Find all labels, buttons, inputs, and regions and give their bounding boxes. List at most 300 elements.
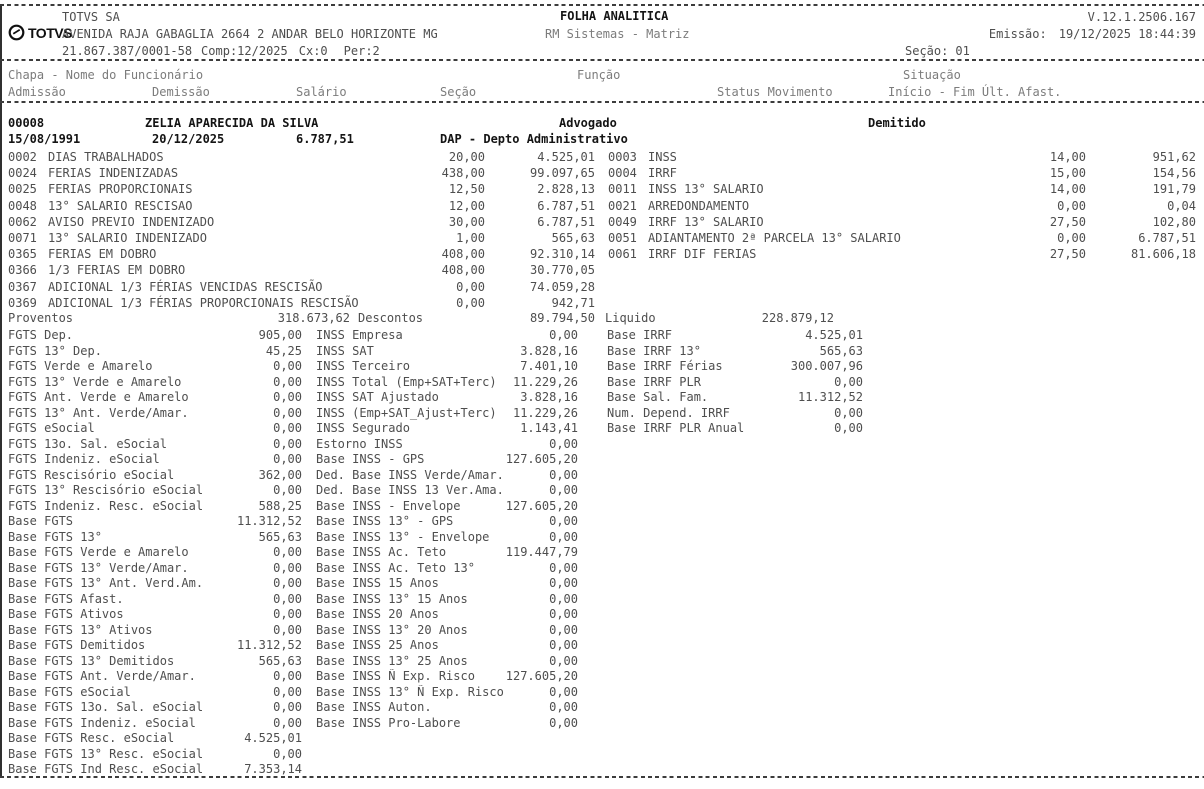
event-value: 81.606,18: [1130, 247, 1196, 262]
event-quantity: 408,00: [441, 247, 485, 262]
inss-value: 0,00: [549, 700, 578, 714]
fgts-label: FGTS Verde e Amarelo: [8, 359, 153, 373]
company-name: TOTVS SA: [62, 10, 120, 24]
inss-row: [316, 685, 578, 701]
event-value: 92.310,14: [529, 247, 595, 262]
inss-row: [316, 561, 578, 577]
inss-label: Base INSS 13° 25 Anos: [316, 653, 468, 668]
event-description: ADICIONAL 1/3 FÉRIAS VENCIDAS RESCISÃO: [48, 279, 323, 294]
inss-row: [316, 499, 578, 515]
fgts-row: [8, 468, 302, 484]
inss-value: 0,00: [549, 529, 578, 544]
descontos-label: Descontos: [358, 311, 424, 325]
fgts-value: 0,00: [273, 405, 302, 420]
fgts-label: Base FGTS Ativos: [8, 607, 124, 621]
event-value: 4.525,01: [537, 150, 595, 164]
inss-row: [316, 607, 578, 623]
event-code: 0365: [8, 247, 37, 262]
report-subtitle: RM Sistemas - Matriz: [545, 27, 690, 41]
company-address: AVENIDA RAJA GABAGLIA 2664 2 ANDAR BELO HORIZONTE MG: [62, 27, 438, 41]
employee-admissao: 15/08/1991: [8, 132, 81, 146]
fgts-label: Base FGTS Ant. Verde/Amar.: [8, 669, 196, 683]
event-code: 0025: [8, 182, 37, 197]
event-code: 0062: [8, 214, 37, 229]
fgts-label: FGTS 13° Verde e Amarelo: [8, 374, 182, 389]
inss-value: 0,00: [549, 436, 578, 451]
fgts-column: [8, 328, 302, 778]
event-quantity: 0,00: [456, 279, 485, 294]
totvs-logo-text: TOTVS: [28, 24, 72, 41]
event-code: 0002: [8, 150, 37, 164]
event-description: ADICIONAL 1/3 FÉRIAS PROPORCIONAIS RESCISÃO: [48, 295, 359, 310]
inss-label: Base INSS Ñ Exp. Risco: [316, 669, 475, 683]
inss-value: 0,00: [549, 560, 578, 575]
fgts-value: 7.353,14: [244, 762, 302, 776]
inss-value: 127.605,20: [505, 669, 578, 683]
event-value: 6.787,51: [1138, 230, 1196, 245]
event-row: [608, 165, 1196, 181]
inss-value: 7.401,10: [520, 359, 578, 373]
col-header-situacao: Situação: [903, 68, 961, 82]
inss-label: INSS (Emp+SAT_Ajust+Terc): [316, 405, 497, 420]
col-header-salario: Salário: [296, 85, 347, 99]
inss-row: [316, 623, 578, 639]
col-header-funcao: Função: [577, 68, 621, 82]
event-value: 942,71: [551, 295, 595, 310]
event-code: 0051: [608, 230, 637, 245]
event-quantity: 30,00: [448, 214, 485, 229]
irrf-value: 0,00: [834, 405, 863, 420]
event-row: [8, 165, 595, 181]
inss-value: 0,00: [549, 328, 578, 342]
event-row: [608, 181, 1196, 197]
irrf-label: Base IRRF: [607, 328, 673, 342]
event-row: [608, 149, 1196, 165]
fgts-label: Base FGTS 13o. Sal. eSocial: [8, 700, 204, 714]
event-value: 191,79: [1152, 182, 1196, 197]
fgts-row: [8, 359, 302, 375]
event-code: 0049: [608, 214, 637, 229]
fgts-label: Base FGTS 13° Ant. Verd.Am.: [8, 576, 204, 590]
section-value: 01: [955, 44, 970, 58]
employee-secao: DAP - Depto Administrativo: [440, 132, 628, 146]
fgts-value: 11.312,52: [236, 514, 302, 528]
event-code: 0048: [8, 198, 37, 213]
event-code: 0021: [608, 198, 637, 213]
col-header-demissao: Demissão: [152, 85, 210, 99]
fgts-label: Base FGTS 13° Verde/Amar.: [8, 560, 189, 575]
inss-row: [316, 514, 578, 530]
irrf-label: Base IRRF PLR Anual: [607, 421, 745, 435]
col-header-status-movimento: Status Movimento: [717, 85, 833, 99]
totvs-logo-icon: [8, 24, 25, 41]
fgts-row: [8, 669, 302, 685]
fgts-label: FGTS 13° Ant. Verde/Amar.: [8, 405, 189, 420]
event-row: [8, 214, 595, 230]
irrf-row: [607, 421, 863, 437]
fgts-label: Base FGTS Verde e Amarelo: [8, 545, 189, 559]
irrf-value: 565,63: [819, 343, 863, 358]
fgts-value: 0,00: [273, 560, 302, 575]
inss-row: [316, 483, 578, 499]
event-code: 0004: [608, 166, 637, 181]
event-description: AVISO PREVIO INDENIZADO: [48, 214, 215, 229]
event-value: 6.787,51: [537, 198, 595, 213]
event-quantity: 27,50: [1049, 214, 1086, 229]
period-value: Per:2: [343, 44, 380, 58]
fgts-row: [8, 483, 302, 499]
irrf-label: Base Sal. Fam.: [607, 390, 709, 404]
fgts-value: 0,00: [273, 359, 302, 373]
inss-label: Base INSS 13° 20 Anos: [316, 622, 468, 637]
fgts-row: [8, 328, 302, 344]
event-description: IRRF DIF FERIAS: [648, 247, 757, 262]
fgts-label: Base FGTS Resc. eSocial: [8, 731, 175, 745]
irrf-label: Base IRRF 13°: [607, 343, 701, 358]
inss-row: [316, 592, 578, 608]
inss-label: INSS Empresa: [316, 328, 403, 342]
fgts-label: FGTS 13° Rescisório eSocial: [8, 483, 204, 497]
fgts-row: [8, 437, 302, 453]
events-table-right: [608, 149, 1196, 262]
inss-value: 0,00: [549, 467, 578, 482]
inss-label: Base INSS Pro-Labore: [316, 715, 461, 730]
event-value: 30.770,05: [529, 263, 595, 278]
event-row: [608, 230, 1196, 246]
inss-value: 0,00: [549, 715, 578, 730]
inss-value: 0,00: [549, 607, 578, 621]
emission-line: [989, 27, 1196, 41]
inss-label: Base INSS - GPS: [316, 452, 425, 466]
event-description: FERIAS PROPORCIONAIS: [48, 182, 193, 197]
fgts-row: [8, 638, 302, 654]
event-row: [8, 279, 595, 295]
event-value: 6.787,51: [537, 214, 595, 229]
irrf-label: Base IRRF PLR: [607, 374, 701, 389]
employee-chapa: 00008: [8, 116, 45, 130]
event-row: [608, 198, 1196, 214]
fgts-row: [8, 592, 302, 608]
inss-value: 11.229,26: [512, 374, 578, 389]
descontos-value: 89.794,50: [529, 311, 595, 325]
fgts-row: [8, 623, 302, 639]
fgts-value: 0,00: [273, 483, 302, 497]
fgts-row: [8, 452, 302, 468]
fgts-label: Base FGTS 13°: [8, 529, 102, 544]
inss-label: Base INSS 20 Anos: [316, 607, 439, 621]
event-description: 13° SALARIO RESCISAO: [48, 198, 193, 213]
fgts-value: 0,00: [273, 436, 302, 451]
fgts-row: [8, 344, 302, 360]
inss-row: [316, 375, 578, 391]
event-code: 0003: [608, 150, 637, 164]
fgts-value: 0,00: [273, 545, 302, 559]
inss-row: [316, 638, 578, 654]
event-value: 99.097,65: [529, 166, 595, 181]
event-quantity: 0,00: [1057, 230, 1086, 245]
irrf-label: Num. Depend. IRRF: [607, 405, 730, 420]
fgts-row: [8, 731, 302, 747]
irrf-column: [607, 328, 863, 437]
inss-row: [316, 359, 578, 375]
irrf-label: Base IRRF Férias: [607, 359, 723, 373]
event-description: ARREDONDAMENTO: [648, 198, 750, 213]
inss-row: [316, 468, 578, 484]
irrf-row: [607, 344, 863, 360]
fgts-label: FGTS Dep.: [8, 328, 74, 342]
inss-row: [316, 344, 578, 360]
inss-label: Base INSS 13° 15 Anos: [316, 591, 468, 606]
fgts-label: Base FGTS eSocial: [8, 684, 131, 699]
fgts-label: Base FGTS Ind Resc. eSocial: [8, 762, 204, 776]
event-row: [608, 214, 1196, 230]
cnpj-value: 21.867.387/0001-58: [62, 44, 193, 58]
fgts-label: FGTS eSocial: [8, 421, 95, 435]
inss-value: 3.828,16: [520, 390, 578, 404]
fgts-value: 0,00: [273, 390, 302, 404]
employee-name: ZELIA APARECIDA DA SILVA: [145, 116, 319, 130]
fgts-label: FGTS Ant. Verde e Amarelo: [8, 390, 189, 404]
employee-salario: 6.787,51: [296, 132, 354, 146]
irrf-row: [607, 390, 863, 406]
col-header-secao: Seção: [440, 85, 477, 99]
inss-row: [316, 328, 578, 344]
event-value: 2.828,13: [537, 182, 595, 197]
fgts-row: [8, 530, 302, 546]
fgts-value: 0,00: [273, 576, 302, 590]
inss-label: Base INSS 25 Anos: [316, 638, 439, 652]
fgts-row: [8, 607, 302, 623]
event-quantity: 12,50: [448, 182, 485, 197]
inss-row: [316, 700, 578, 716]
event-value: 102,80: [1152, 214, 1196, 229]
event-row: [8, 262, 595, 278]
fgts-row: [8, 406, 302, 422]
fgts-row: [8, 747, 302, 763]
irrf-value: 4.525,01: [805, 328, 863, 342]
emission-value: 19/12/2025 18:44:39: [1058, 27, 1196, 41]
event-row: [8, 181, 595, 197]
event-value: 154,56: [1152, 166, 1196, 181]
fgts-label: Base FGTS 13° Resc. eSocial: [8, 746, 204, 761]
dashed-divider-top: [0, 4, 1204, 6]
event-row: [8, 149, 595, 165]
inss-row: [316, 669, 578, 685]
inss-label: Estorno INSS: [316, 436, 403, 451]
fgts-value: 4.525,01: [244, 731, 302, 745]
inss-row: [316, 716, 578, 732]
fgts-row: [8, 514, 302, 530]
inss-label: Ded. Base INSS Verde/Amar.: [316, 467, 504, 482]
inss-value: 0,00: [549, 576, 578, 590]
inss-row: [316, 654, 578, 670]
event-value: 565,63: [551, 230, 595, 245]
event-quantity: 14,00: [1049, 182, 1086, 197]
event-value: 0,04: [1167, 198, 1196, 213]
inss-label: Ded. Base INSS 13 Ver.Ama.: [316, 483, 504, 497]
event-description: 13° SALARIO INDENIZADO: [48, 230, 207, 245]
fgts-row: [8, 561, 302, 577]
event-row: [608, 246, 1196, 262]
fgts-row: [8, 685, 302, 701]
fgts-label: FGTS Indeniz. eSocial: [8, 452, 160, 466]
event-description: 1/3 FERIAS EM DOBRO: [48, 263, 186, 278]
liquido-label: Liquido: [605, 311, 656, 325]
dashed-divider-header: [0, 59, 1204, 61]
event-code: 0024: [8, 166, 37, 181]
inss-label: Base INSS Ac. Teto 13°: [316, 560, 475, 575]
report-version: V.12.1.2506.167: [1087, 10, 1196, 24]
fgts-value: 0,00: [273, 684, 302, 699]
fgts-value: 0,00: [273, 715, 302, 730]
inss-label: Base INSS Auton.: [316, 700, 432, 714]
employee-demissao: 20/12/2025: [152, 132, 225, 146]
event-code: 0369: [8, 295, 37, 310]
inss-row: [316, 530, 578, 546]
report-title: FOLHA ANALITICA: [560, 9, 669, 23]
fgts-label: FGTS Indeniz. Resc. eSocial: [8, 498, 204, 513]
event-quantity: 0,00: [456, 295, 485, 310]
fgts-value: 0,00: [273, 607, 302, 621]
fgts-value: 565,63: [258, 653, 302, 668]
inss-label: Base INSS - Envelope: [316, 498, 461, 513]
inss-value: 1.143,41: [520, 421, 578, 435]
company-registry-line: [62, 44, 380, 58]
fgts-label: Base FGTS 13° Demitidos: [8, 653, 175, 668]
irrf-row: [607, 359, 863, 375]
event-code: 0061: [608, 247, 637, 262]
fgts-label: FGTS Rescisório eSocial: [8, 467, 175, 482]
fgts-label: FGTS 13o. Sal. eSocial: [8, 436, 167, 451]
section-line: [905, 44, 970, 58]
fgts-label: Base FGTS 13° Ativos: [8, 622, 153, 637]
fgts-row: [8, 716, 302, 732]
fgts-value: 0,00: [273, 591, 302, 606]
irrf-row: [607, 328, 863, 344]
inss-column: [316, 328, 578, 731]
inss-row: [316, 545, 578, 561]
irrf-row: [607, 375, 863, 391]
fgts-value: 11.312,52: [236, 638, 302, 652]
col-header-inicio-fim: Início - Fim Últ. Afast.: [888, 85, 1062, 99]
fgts-value: 0,00: [273, 452, 302, 466]
event-description: IRRF 13° SALARIO: [648, 214, 764, 229]
event-code: 0071: [8, 230, 37, 245]
fgts-row: [8, 654, 302, 670]
event-quantity: 0,00: [1057, 198, 1086, 213]
irrf-value: 300.007,96: [790, 359, 863, 373]
fgts-value: 45,25: [265, 343, 302, 358]
irrf-value: 0,00: [834, 374, 863, 389]
fgts-label: Base FGTS Afast.: [8, 591, 124, 606]
employee-funcao: Advogado: [559, 116, 617, 130]
event-code: 0367: [8, 279, 37, 294]
event-quantity: 438,00: [441, 166, 485, 181]
inss-label: INSS SAT: [316, 343, 374, 358]
irrf-value: 11.312,52: [797, 390, 863, 404]
section-label: Seção:: [905, 44, 949, 58]
fgts-row: [8, 375, 302, 391]
event-quantity: 12,00: [448, 198, 485, 213]
event-row: [8, 198, 595, 214]
irrf-row: [607, 406, 863, 422]
fgts-value: 362,00: [258, 467, 302, 482]
inss-value: 0,00: [549, 684, 578, 699]
fgts-value: 588,25: [258, 498, 302, 513]
event-description: DIAS TRABALHADOS: [48, 150, 164, 164]
fgts-label: FGTS 13° Dep.: [8, 343, 102, 358]
fgts-label: Base FGTS: [8, 514, 74, 528]
event-value: 951,62: [1152, 150, 1196, 164]
proventos-label: Proventos: [8, 311, 74, 325]
emission-label: Emissão:: [988, 27, 1047, 41]
inss-label: Base INSS 13° - GPS: [316, 514, 454, 528]
col-header-chapa-nome: Chapa - Nome do Funcionário: [8, 68, 204, 82]
events-table-left: [8, 149, 595, 311]
event-description: FERIAS EM DOBRO: [48, 247, 157, 262]
fgts-label: Base FGTS Demitidos: [8, 638, 146, 652]
inss-row: [316, 452, 578, 468]
page-left-border: [0, 4, 2, 778]
inss-value: 119.447,79: [505, 545, 578, 559]
event-quantity: 15,00: [1049, 166, 1086, 181]
fgts-row: [8, 545, 302, 561]
dashed-divider-columns: [0, 101, 1204, 103]
inss-label: Base INSS 13° Ñ Exp. Risco: [316, 684, 504, 699]
inss-label: Base INSS Ac. Teto: [316, 545, 447, 559]
event-code: 0366: [8, 263, 37, 278]
inss-row: [316, 421, 578, 437]
inss-row: [316, 390, 578, 406]
fgts-row: [8, 499, 302, 515]
col-header-admissao: Admissão: [8, 85, 66, 99]
event-row: [8, 230, 595, 246]
inss-row: [316, 437, 578, 453]
proventos-value: 318.673,62: [277, 311, 350, 325]
inss-value: 127.605,20: [505, 498, 578, 513]
fgts-value: 0,00: [273, 746, 302, 761]
inss-value: 127.605,20: [505, 452, 578, 466]
event-description: INSS 13° SALARIO: [648, 182, 764, 197]
inss-value: 0,00: [549, 591, 578, 606]
fgts-label: Base FGTS Indeniz. eSocial: [8, 715, 196, 730]
event-row: [8, 295, 595, 311]
event-row: [8, 246, 595, 262]
fgts-row: [8, 762, 302, 778]
inss-label: INSS Terceiro: [316, 359, 410, 373]
fgts-value: 0,00: [273, 622, 302, 637]
inss-value: 11.229,26: [512, 405, 578, 420]
fgts-row: [8, 576, 302, 592]
liquido-value: 228.879,12: [761, 311, 834, 325]
fgts-row: [8, 421, 302, 437]
event-quantity: 1,00: [456, 230, 485, 245]
event-description: ADIANTAMENTO 2ª PARCELA 13° SALARIO: [648, 230, 901, 245]
event-description: FERIAS INDENIZADAS: [48, 166, 179, 181]
inss-value: 0,00: [549, 638, 578, 652]
event-value: 74.059,28: [529, 279, 595, 294]
fgts-value: 0,00: [273, 374, 302, 389]
event-code: 0011: [608, 182, 637, 197]
fgts-value: 0,00: [273, 669, 302, 683]
inss-row: [316, 406, 578, 422]
inss-label: Base INSS 13° - Envelope: [316, 529, 490, 544]
inss-label: Base INSS 15 Anos: [316, 576, 439, 590]
fgts-value: 0,00: [273, 421, 302, 435]
inss-label: INSS Total (Emp+SAT+Terc): [316, 374, 497, 389]
fgts-value: 905,00: [258, 328, 302, 342]
inss-label: INSS SAT Ajustado: [316, 390, 439, 404]
